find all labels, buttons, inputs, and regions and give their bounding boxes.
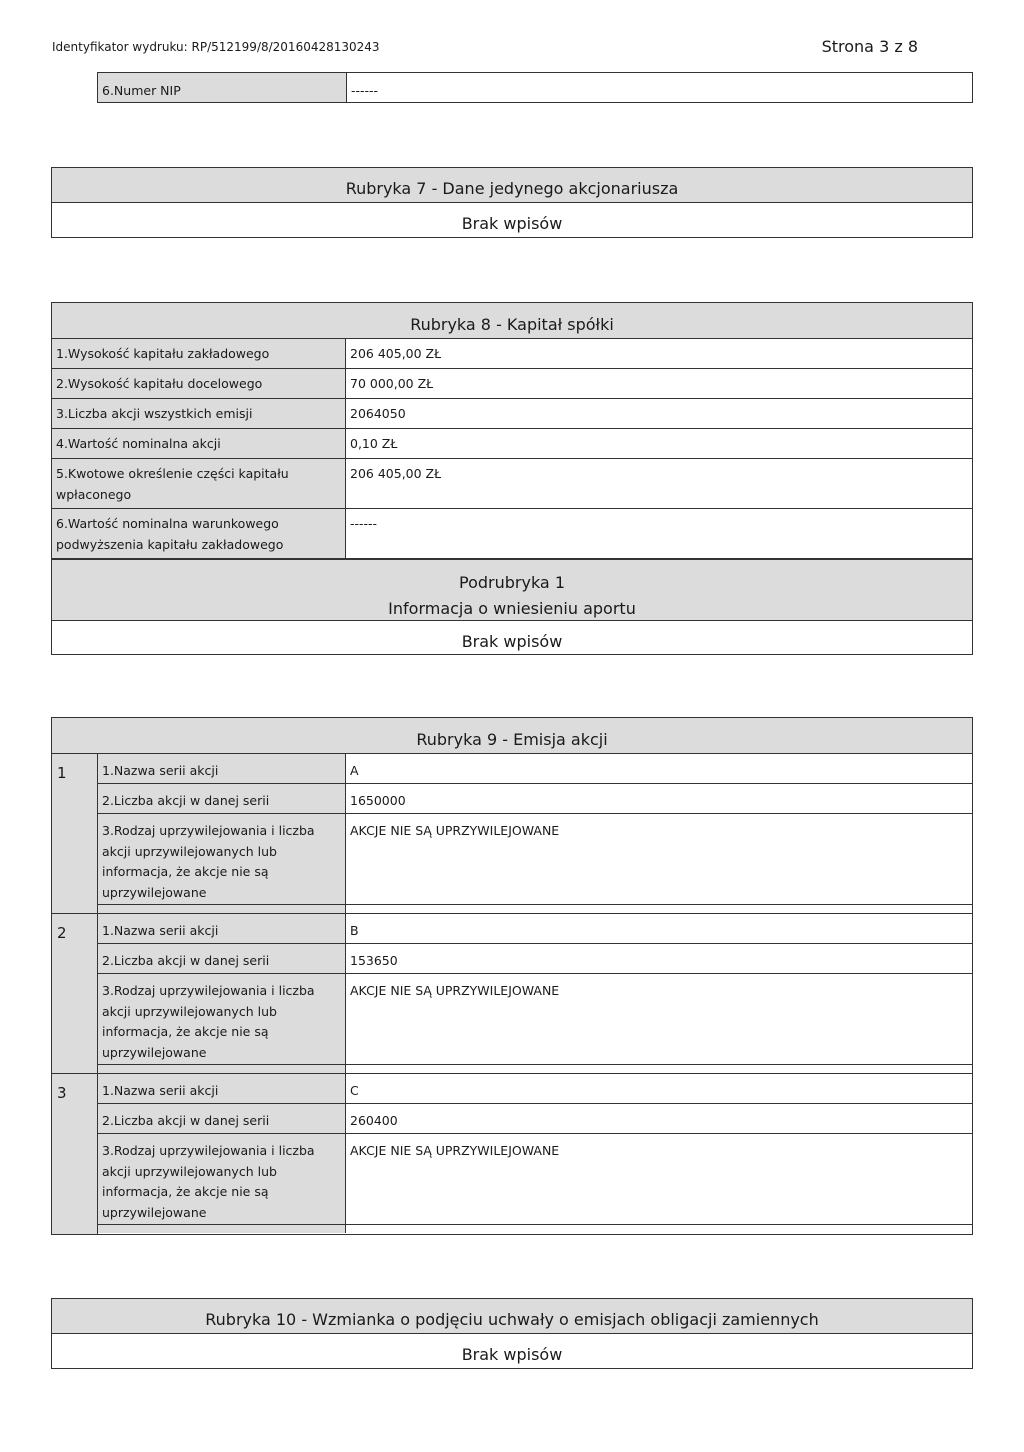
rubryka-7	[51, 167, 973, 238]
rubryka-10	[51, 1298, 973, 1369]
series-name-label: 1.Nazwa serii akcji	[98, 914, 346, 943]
capital-row	[52, 509, 972, 559]
nip-table	[97, 72, 973, 103]
rubryka-7-empty: Brak wpisów	[52, 203, 972, 237]
series-count-value: 260400	[350, 1113, 398, 1128]
series-name-value: C	[350, 1083, 359, 1098]
capital-row-label: 6.Wartość nominalna warunkowego podwyższenia kapitału zakładowego	[52, 509, 346, 558]
series-name-value: A	[350, 763, 359, 778]
capital-row	[52, 429, 972, 459]
series-name-row	[98, 754, 972, 784]
share-series	[52, 1074, 972, 1234]
podrubryka-1-subheading: Informacja o wniesieniu aportu	[388, 599, 636, 618]
series-number: 1	[52, 754, 98, 913]
capital-row-value: 206 405,00 ZŁ	[346, 339, 972, 368]
series-count-value: 153650	[350, 953, 398, 968]
capital-row	[52, 399, 972, 429]
series-spacer	[98, 1065, 972, 1073]
series-privilege-label: 3.Rodzaj uprzywilejowania i liczba akcji uprzywilejowanych lub informacja, że akcje nie są uprzywilejowane	[98, 974, 346, 1064]
series-name-label: 1.Nazwa serii akcji	[98, 754, 346, 783]
series-name-row	[98, 914, 972, 944]
series-number: 2	[52, 914, 98, 1073]
capital-row-value: 0,10 ZŁ	[346, 429, 972, 458]
series-number: 3	[52, 1074, 98, 1234]
rubryka-10-empty: Brak wpisów	[52, 1334, 972, 1368]
capital-row-label: 5.Kwotowe określenie części kapitału wpłaconego	[52, 459, 346, 508]
capital-row-label: 4.Wartość nominalna akcji	[52, 429, 346, 458]
series-count-label: 2.Liczba akcji w danej serii	[98, 944, 346, 973]
capital-row-label: 2.Wysokość kapitału docelowego	[52, 369, 346, 398]
capital-row-label: 3.Liczba akcji wszystkich emisji	[52, 399, 346, 428]
series-name-value: B	[350, 923, 359, 938]
series-count-label: 2.Liczba akcji w danej serii	[98, 1104, 346, 1133]
series-privilege-row	[98, 974, 972, 1065]
capital-row	[52, 339, 972, 369]
nip-label: 6.Numer NIP	[98, 73, 347, 103]
capital-row-value: 2064050	[346, 399, 972, 428]
series-count-value: 1650000	[350, 793, 406, 808]
series-privilege-value: AKCJE NIE SĄ UPRZYWILEJOWANE	[350, 983, 560, 998]
podrubryka-1-heading: Podrubryka 1	[459, 573, 565, 592]
capital-row-value: 206 405,00 ZŁ	[346, 459, 972, 508]
series-count-row	[98, 1104, 972, 1134]
rubryka-7-title: Rubryka 7 - Dane jedynego akcjonariusza	[52, 168, 972, 203]
page-number: Strona 3 z 8	[821, 37, 918, 56]
series-spacer	[98, 905, 972, 913]
rubryka-9	[51, 717, 973, 1235]
capital-row-value: ------	[346, 509, 972, 558]
capital-row-label: 1.Wysokość kapitału zakładowego	[52, 339, 346, 368]
capital-row-value: 70 000,00 ZŁ	[346, 369, 972, 398]
series-privilege-row	[98, 1134, 972, 1225]
series-spacer	[98, 1225, 972, 1233]
share-series	[52, 914, 972, 1074]
series-privilege-value: AKCJE NIE SĄ UPRZYWILEJOWANE	[350, 823, 560, 838]
series-count-row	[98, 944, 972, 974]
series-privilege-row	[98, 814, 972, 905]
series-name-row	[98, 1074, 972, 1104]
rubryka-8	[51, 302, 973, 655]
series-name-label: 1.Nazwa serii akcji	[98, 1074, 346, 1103]
capital-row	[52, 459, 972, 509]
series-count-label: 2.Liczba akcji w danej serii	[98, 784, 346, 813]
rubryka-9-title: Rubryka 9 - Emisja akcji	[52, 718, 972, 754]
rubryka-10-title: Rubryka 10 - Wzmianka o podjęciu uchwały o emisjach obligacji zamiennych	[52, 1299, 972, 1334]
series-privilege-label: 3.Rodzaj uprzywilejowania i liczba akcji uprzywilejowanych lub informacja, że akcje nie są uprzywilejowane	[98, 814, 346, 904]
podrubryka-1-empty: Brak wpisów	[52, 621, 972, 654]
share-series	[52, 754, 972, 914]
rubryka-8-title: Rubryka 8 - Kapitał spółki	[52, 303, 972, 339]
series-privilege-label: 3.Rodzaj uprzywilejowania i liczba akcji uprzywilejowanych lub informacja, że akcje nie są uprzywilejowane	[98, 1134, 346, 1224]
series-count-row	[98, 784, 972, 814]
capital-row	[52, 369, 972, 399]
series-privilege-value: AKCJE NIE SĄ UPRZYWILEJOWANE	[350, 1143, 560, 1158]
nip-value: ------	[347, 73, 973, 103]
podrubryka-1-title	[52, 559, 972, 621]
print-identifier: Identyfikator wydruku: RP/512199/8/20160428130243	[52, 40, 380, 54]
